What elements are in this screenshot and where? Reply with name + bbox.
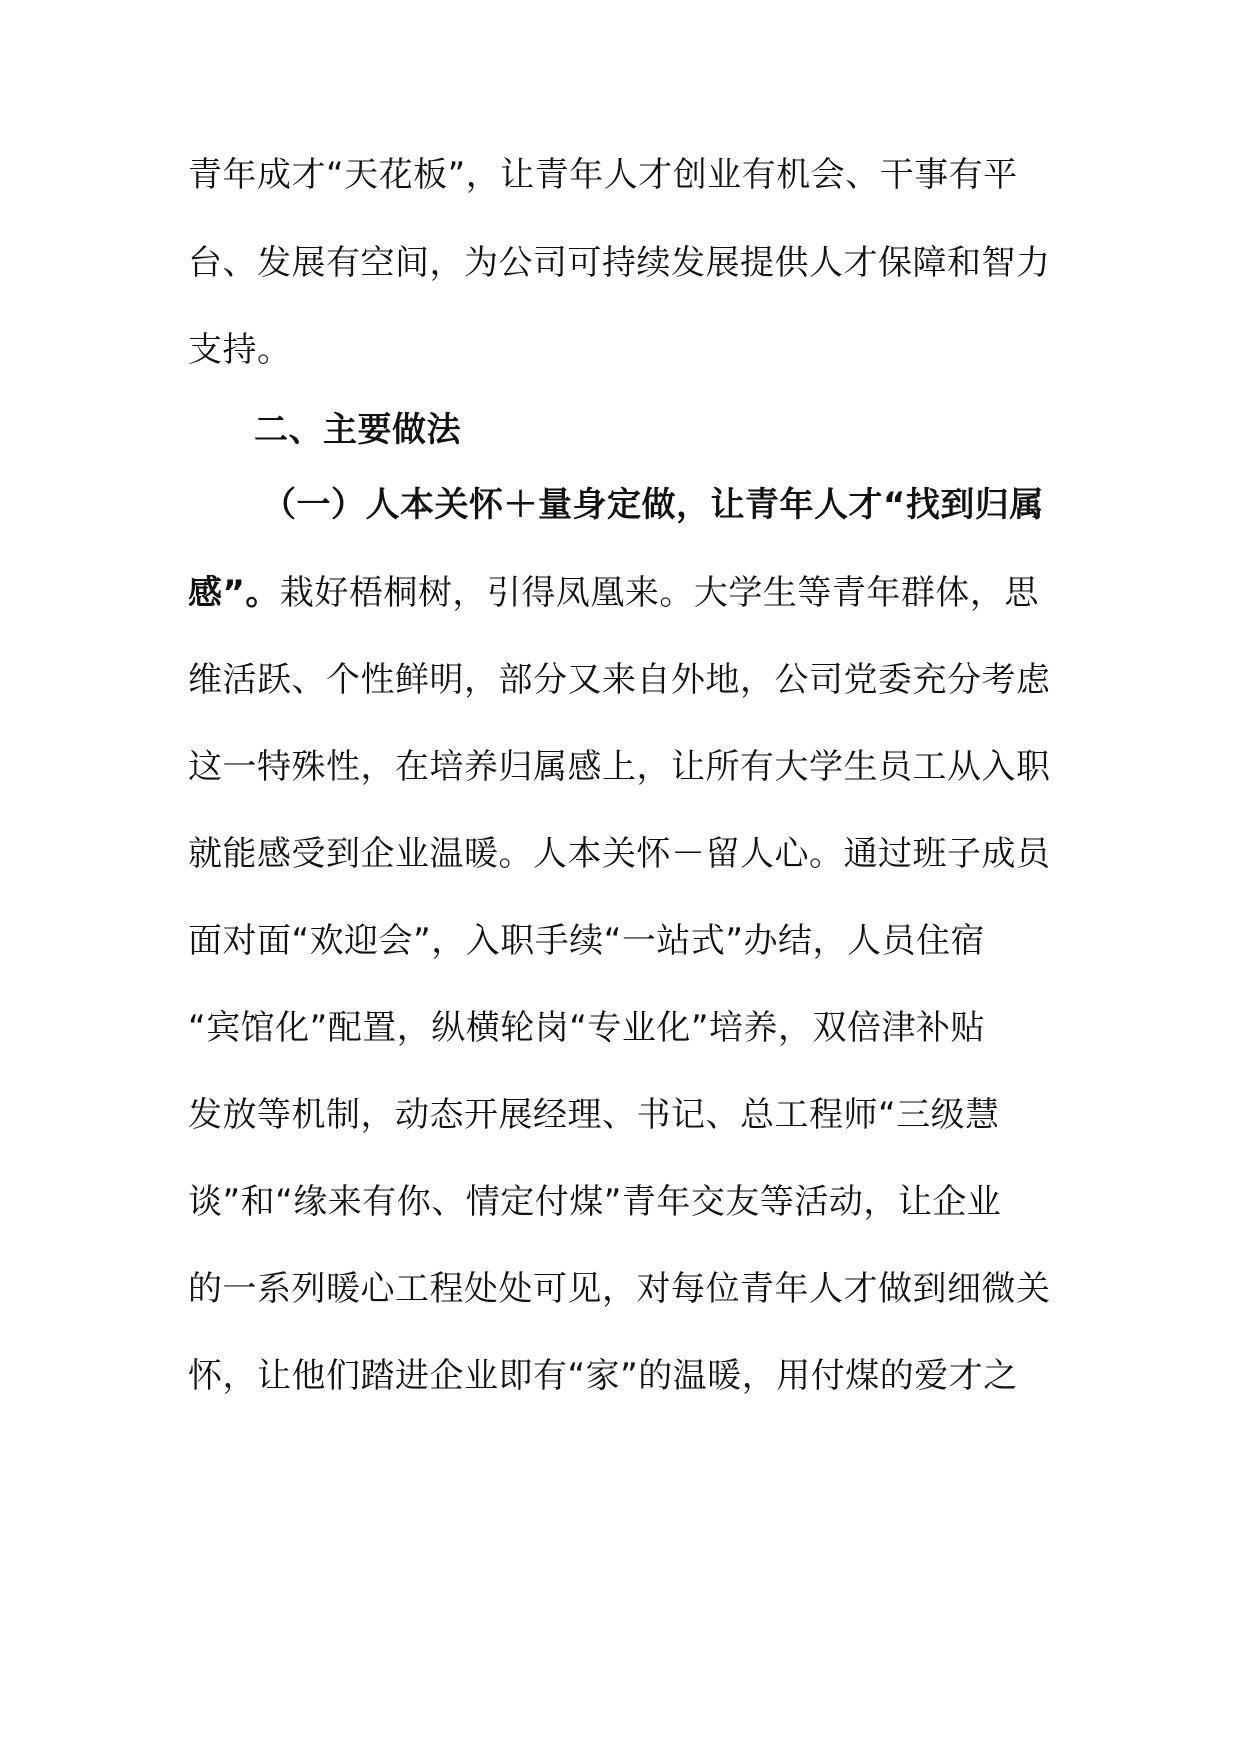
paragraph-line-11: 的一系列暖心工程处处可见，对每位青年人才做到细微关: [188, 1269, 1051, 1309]
paragraph-line-5: 这一特殊性，在培养归属感上，让所有大学生员工从入职: [188, 747, 1051, 787]
paragraph-line-9: 发放等机制，动态开展经理、书记、总工程师“三级慧: [188, 1095, 1000, 1135]
paragraph-line-2: 台、发展有空间，为公司可持续发展提供人才保障和智力: [188, 243, 1051, 283]
paragraph-line-12: 怀，让他们踏进企业即有“家”的温暖，用付煤的爱才之: [188, 1356, 1018, 1396]
paragraph-text-start: 栽好梧桐树，引得凤凰来。大学生等青年群体，思: [279, 573, 1039, 613]
paragraph-line-4: 维活跃、个性鲜明，部分又来自外地，公司党委充分考虑: [188, 660, 1051, 700]
subsection-heading: （一）人本关怀＋量身定做，让青年人才“找到归属: [262, 485, 1044, 525]
paragraph-line-8: “宾馆化”配置，纵横轮岗“专业化”培养，双倍津补贴: [188, 1008, 985, 1048]
paragraph-line-3: 支持。: [188, 330, 292, 370]
paragraph-line-6: 就能感受到企业温暖。人本关怀－留人心。通过班子成员: [188, 834, 1051, 874]
paragraph-line-mixed: [188, 563, 1058, 623]
subsection-heading-continuation: 感”。: [188, 573, 280, 613]
paragraph-line-7: 面对面“欢迎会”，入职手续“一站式”办结，人员住宿: [188, 921, 985, 961]
paragraph-line-1: 青年成才“天花板”，让青年人才创业有机会、干事有平: [188, 155, 1018, 195]
paragraph-line-10: 谈”和“缘来有你、情定付煤”青年交友等活动，让企业: [188, 1182, 1002, 1222]
section-heading: 二、主要做法: [254, 410, 461, 450]
